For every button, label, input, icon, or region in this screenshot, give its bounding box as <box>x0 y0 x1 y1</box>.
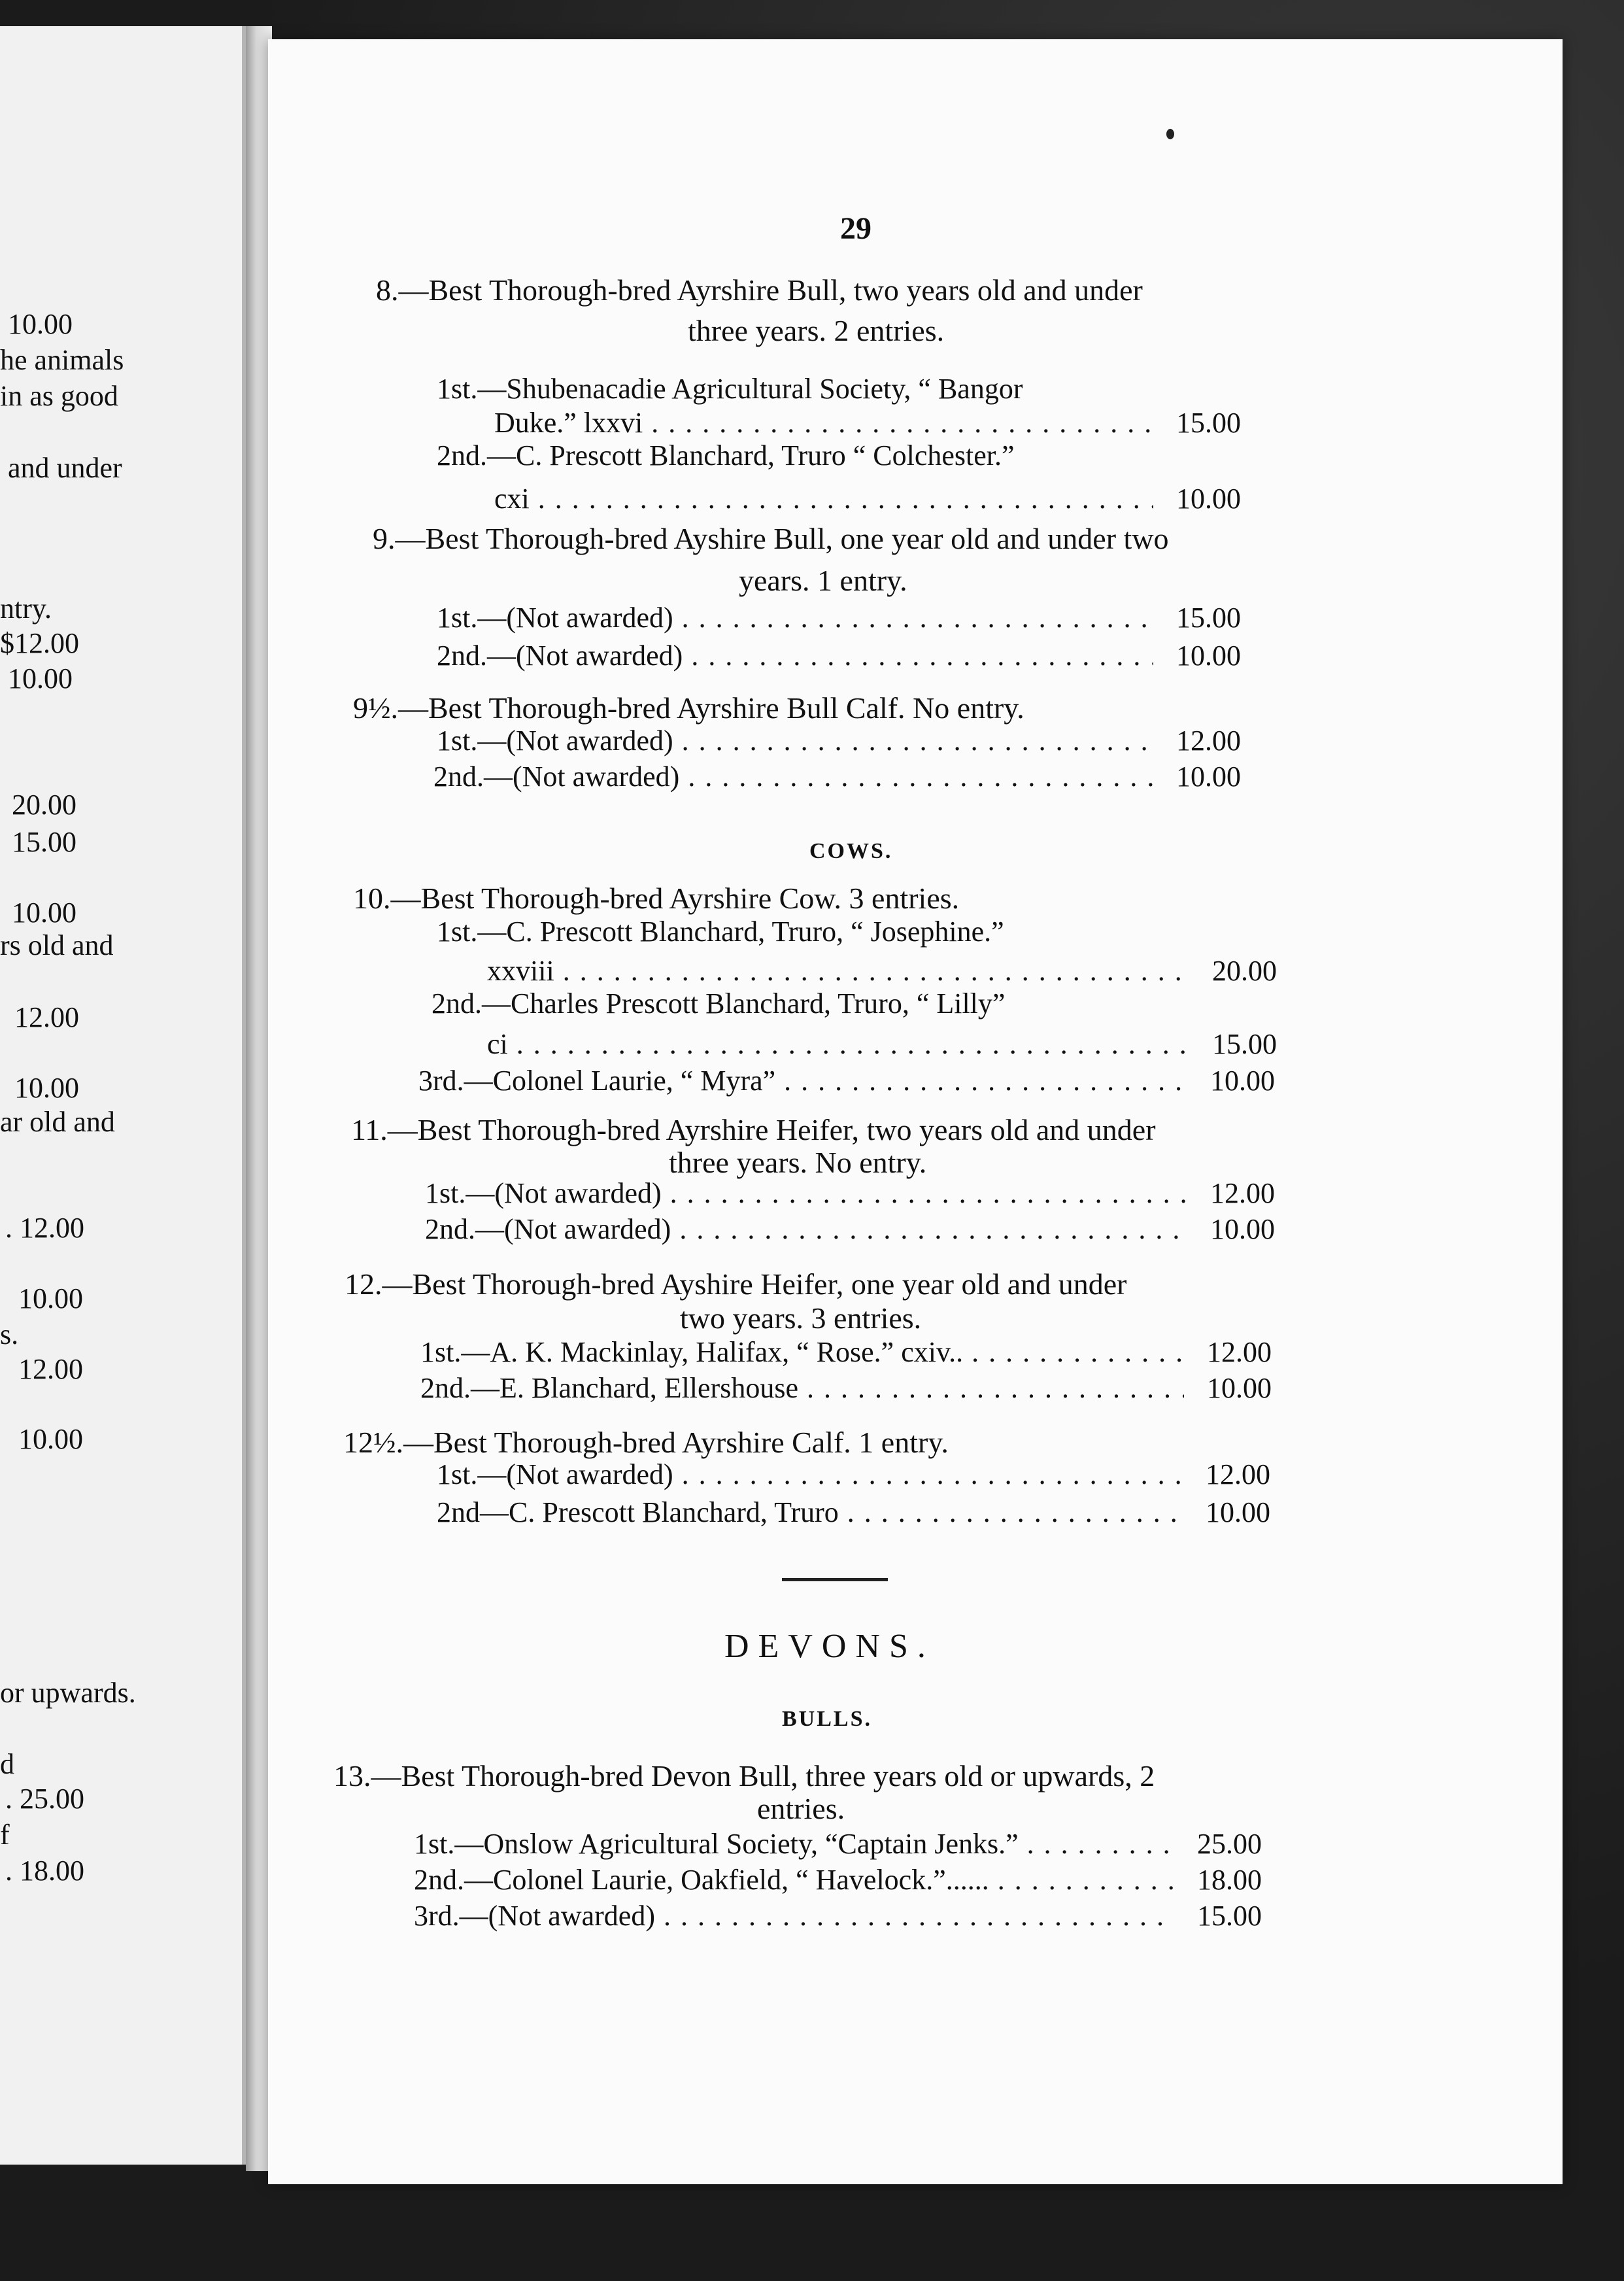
prize-amount: 12.00 <box>1210 1177 1275 1209</box>
entry-text <box>420 1372 1184 1405</box>
entry-text <box>425 1213 1187 1246</box>
prize-entry <box>437 602 1241 634</box>
left-page-line: . 18.00 <box>5 1855 84 1887</box>
entry-text <box>437 439 1015 472</box>
entry-text <box>437 1496 1183 1529</box>
entry-text <box>437 725 1153 757</box>
prize-entry <box>487 955 1277 987</box>
entry-text <box>437 373 1023 405</box>
left-page-line: . 12.00 <box>5 1212 84 1244</box>
class-heading: 9½.—Best Thorough-bred Ayrshire Bull Calf. No entry. <box>353 691 1024 725</box>
entry-label: 1st.—C. Prescott Blanchard, Truro, “ Josephine.” <box>437 916 1004 948</box>
prize-entry <box>414 1864 1262 1896</box>
prize-amount: 12.00 <box>1206 1458 1270 1490</box>
section-cows: COWS. <box>809 839 893 863</box>
prize-entry <box>420 1372 1272 1405</box>
entry-label: 1st.—Shubenacadie Agricultural Society, “ Bangor <box>437 373 1023 405</box>
left-page-line: and under <box>8 452 122 484</box>
entry-label: 2nd.—C. Prescott Blanchard, Truro “ Colchester.” <box>437 439 1015 472</box>
entry-label: 2nd.—Charles Prescott Blanchard, Truro, “ Lilly” <box>431 987 1006 1020</box>
entry-text <box>420 1336 1184 1369</box>
class-heading: 12½.—Best Thorough-bred Ayrshire Calf. 1 entry. <box>343 1426 949 1459</box>
entry-text <box>437 602 1153 634</box>
prize-amount: 15.00 <box>1176 407 1241 439</box>
class-heading: 11.—Best Thorough-bred Ayrshire Heifer, two years old and under <box>351 1113 1156 1146</box>
entry-label: 3rd.—Colonel Laurie, “ Myra” <box>418 1065 776 1097</box>
prize-amount: 18.00 <box>1197 1864 1262 1896</box>
prize-entry <box>487 1028 1277 1061</box>
page-number: 29 <box>840 211 871 246</box>
entry-text <box>437 916 1004 948</box>
prize-amount: 20.00 <box>1212 955 1277 987</box>
prize-entry <box>437 640 1241 672</box>
entry-text <box>414 1828 1174 1861</box>
left-page-line: 10.00 <box>18 1423 83 1455</box>
entry-text <box>431 987 1005 1020</box>
entry-label: 2nd—C. Prescott Blanchard, Truro <box>437 1496 839 1528</box>
prize-amount: 10.00 <box>1206 1496 1270 1528</box>
entry-label: 2nd.—(Not awarded) <box>437 640 683 672</box>
class-heading-continuation: three years. No entry. <box>669 1146 927 1179</box>
left-page-line: rs old and <box>0 929 114 961</box>
class-heading-continuation: entries. <box>757 1792 845 1825</box>
entry-text <box>414 1864 1174 1896</box>
entry-label: 1st.—(Not awarded) <box>437 725 673 757</box>
left-page <box>0 26 246 2165</box>
entry-label: 2nd.—E. Blanchard, Ellershouse <box>420 1372 798 1404</box>
prize-entry <box>437 373 1189 405</box>
class-heading: 13.—Best Thorough-bred Devon Bull, three years old or upwards, 2 <box>333 1759 1155 1792</box>
entry-label: 1st.—(Not awarded) <box>437 1458 673 1490</box>
entry-text <box>418 1065 1187 1097</box>
entry-label: 2nd.—(Not awarded) <box>433 761 680 793</box>
prize-amount: 12.00 <box>1207 1336 1272 1368</box>
left-page-line: in as good <box>0 380 118 412</box>
prize-entry <box>494 483 1241 515</box>
class-heading: 12.—Best Thorough-bred Ayshire Heifer, one year old and under <box>345 1267 1127 1301</box>
prize-amount: 15.00 <box>1176 602 1241 634</box>
left-page-line: s. <box>0 1318 19 1350</box>
class-heading: 9.—Best Thorough-bred Ayshire Bull, one year old and under two <box>373 522 1169 555</box>
prize-entry <box>425 1213 1275 1246</box>
entry-text <box>425 1177 1187 1210</box>
left-page-line: ntry. <box>0 592 52 625</box>
left-page-line: $12.00 <box>0 627 79 659</box>
prize-entry <box>494 407 1241 439</box>
left-page-line: f <box>0 1819 10 1851</box>
left-page-line: or upwards. <box>0 1677 136 1709</box>
class-heading-continuation: three years. 2 entries. <box>688 314 945 347</box>
prize-amount: 10.00 <box>1176 640 1241 672</box>
class-heading: 10.—Best Thorough-bred Ayrshire Cow. 3 entries. <box>353 882 960 915</box>
entry-text <box>487 1028 1189 1061</box>
entry-label: 1st.—Onslow Agricultural Society, “Captain Jenks.” <box>414 1828 1019 1860</box>
entry-label: ci <box>487 1028 508 1060</box>
prize-entry <box>431 987 1183 1020</box>
left-page-line: 12.00 <box>18 1353 83 1385</box>
prize-amount: 10.00 <box>1176 761 1241 793</box>
entry-label: 1st.—(Not awarded) <box>437 602 673 634</box>
entry-label: 1st.—(Not awarded) <box>425 1177 662 1209</box>
left-page-line: 10.00 <box>8 662 73 695</box>
prize-entry <box>420 1336 1272 1369</box>
section-bulls: BULLS. <box>782 1707 872 1731</box>
ink-spot <box>1166 129 1174 139</box>
left-page-line: 20.00 <box>12 789 76 821</box>
entry-text <box>437 1458 1183 1491</box>
prize-amount: 10.00 <box>1210 1065 1275 1097</box>
entry-text <box>494 407 1153 439</box>
prize-amount: 12.00 <box>1176 725 1241 757</box>
prize-entry <box>418 1065 1275 1097</box>
entry-label: 1st.—A. K. Mackinlay, Halifax, “ Rose.” cxiv.. <box>420 1336 964 1368</box>
prize-entry <box>414 1828 1262 1861</box>
left-page-line: d <box>0 1748 14 1780</box>
prize-amount: 25.00 <box>1197 1828 1262 1860</box>
prize-amount: 10.00 <box>1176 483 1241 515</box>
prize-entry <box>437 725 1241 757</box>
left-page-line: 12.00 <box>14 1001 79 1033</box>
left-page-line: 15.00 <box>12 826 76 858</box>
class-heading-continuation: years. 1 entry. <box>739 564 907 597</box>
entry-text <box>487 955 1189 987</box>
entry-text <box>437 640 1153 672</box>
left-page-line: 10.00 <box>18 1282 83 1314</box>
prize-entry <box>437 1496 1270 1529</box>
left-page-line: 10.00 <box>8 308 73 340</box>
entry-text <box>433 761 1153 793</box>
left-page-line: . 25.00 <box>5 1783 84 1815</box>
entry-text <box>494 483 1153 515</box>
left-page-line: ar old and <box>0 1106 115 1138</box>
section-divider <box>782 1578 888 1581</box>
entry-label: xxviii <box>487 955 554 987</box>
prize-entry <box>433 761 1241 793</box>
prize-amount: 10.00 <box>1210 1213 1275 1245</box>
prize-entry <box>437 916 1189 948</box>
section-devons: DEVONS. <box>724 1628 935 1665</box>
right-page <box>268 39 1563 2184</box>
prize-entry <box>437 439 1189 472</box>
left-page-line: 10.00 <box>14 1072 79 1104</box>
entry-label: 3rd.—(Not awarded) <box>414 1900 655 1932</box>
prize-amount: 10.00 <box>1207 1372 1272 1404</box>
class-heading: 8.—Best Thorough-bred Ayrshire Bull, two years old and under <box>376 273 1143 307</box>
prize-entry <box>425 1177 1275 1210</box>
entry-text <box>414 1900 1174 1932</box>
class-heading-continuation: two years. 3 entries. <box>680 1301 922 1335</box>
prize-entry <box>437 1458 1270 1491</box>
prize-amount: 15.00 <box>1212 1028 1277 1060</box>
entry-label: 2nd.—(Not awarded) <box>425 1213 671 1245</box>
prize-entry <box>414 1900 1262 1932</box>
prize-amount: 15.00 <box>1197 1900 1262 1932</box>
entry-label: Duke.” lxxvi <box>494 407 643 439</box>
entry-label: cxi <box>494 483 530 515</box>
left-page-line: 10.00 <box>12 897 76 929</box>
left-page-line: he animals <box>0 344 124 376</box>
entry-label: 2nd.—Colonel Laurie, Oakfield, “ Havelock.”...... <box>414 1864 989 1896</box>
